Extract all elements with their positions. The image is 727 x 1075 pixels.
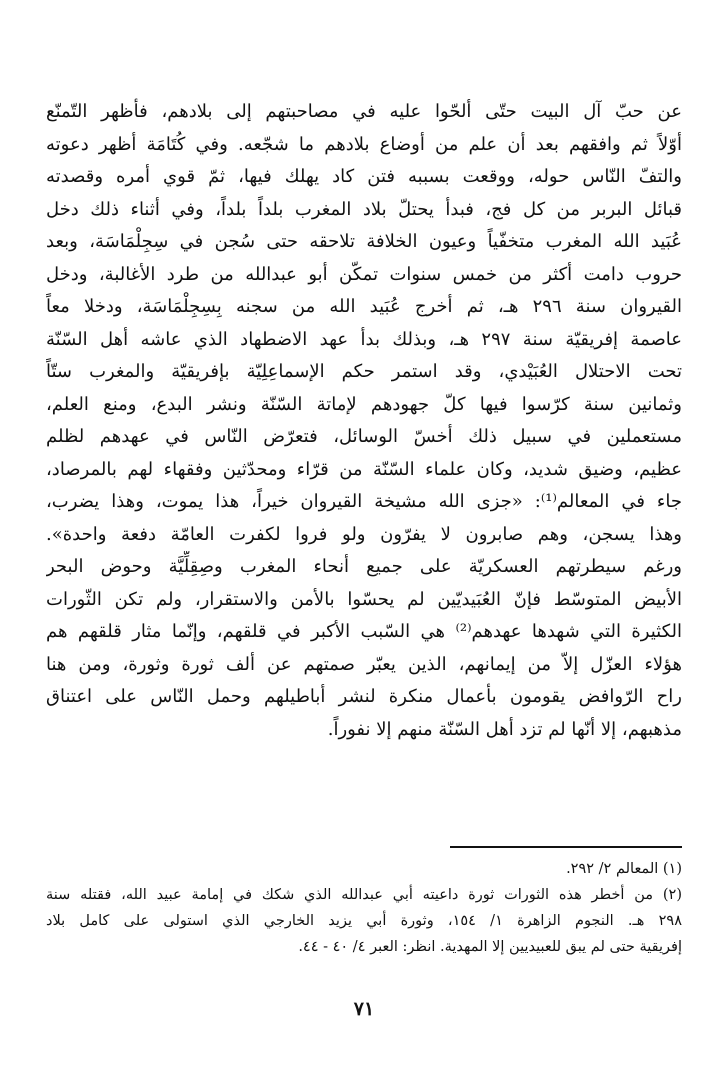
- footnotes: [46, 856, 682, 960]
- text-line-2: أوّلاً ثم وافقهم بعد أن علم من أوضاع بلادهم ما شجّعه. وفي كُتَامَة أظهر دعوته: [46, 133, 682, 155]
- text-line-5: عُبَيد الله المغرب متخفّياً وعيون الخلافة تلاحقه حتى سُجن في سِجِلْمَاسَة، وبعد: [46, 231, 682, 252]
- text-line-6: حروب دامت أكثر من خمس سنوات تمكّن أبو عبدالله من طرد الأغالبة، ودخل: [46, 263, 682, 285]
- text-line-3: والتفّ النّاس حوله، ووقعت بسببه فتن كاد يهلك فيها، ثمّ قوي أمره وقصدته: [46, 166, 682, 187]
- page-number: ٧١: [353, 998, 375, 1020]
- text-line-15: ورغم سيطرتهم العسكريّة على جميع أنحاء المغرب وصِقِلِّيَّة وحوض البحر: [46, 556, 682, 577]
- footnote-2-line-1: (٢) من أخطر هذه الثورات ثورة داعيته أبي عبدالله الذي شكك في إمامة عبيد الله، فقتله سنة: [46, 887, 682, 903]
- text-line-19: راح الرّوافض يقومون بأعمال منكرة لنشر أباطيلهم وحمل النّاس على اعتناق: [46, 686, 682, 707]
- text-line-16: الأبيض المتوسّط فإنّ العُبَيديّين لم يحسّوا بالأمن والاستقرار، ولم تكن الثّورات: [46, 588, 682, 610]
- text-line-7: القيروان سنة ٢٩٦ هـ، ثم أخرج عُبَيد الله من سجنه بِسِجِلْمَاسَة، ودخلا معاً: [46, 296, 682, 317]
- footnote-2-line-3: إفريقية حتى لم يبق للعبيديين إلا المهدية. انظر: العبر ٤/ ٤٠ - ٤٤.: [298, 939, 682, 955]
- footnote-1: (١) المعالم ٢/ ٢٩٢.: [566, 861, 682, 877]
- footnote-2-line-2: ٢٩٨ هـ. النجوم الزاهرة ١/ ١٥٤، وثورة أبي يزيد الخارجي الذي استولى على كامل بلاد: [46, 913, 682, 929]
- text-line-13: جاء في المعالم⁽¹⁾: «جزى الله مشيخة القيروان خيراً، هذا يموت، وهذا يضرب،: [46, 491, 682, 512]
- text-line-14: وهذا يسجن، وهم صابرون لا يفرّون ولو فروا لكفرت العامّة دفعة واحدة».: [46, 523, 682, 545]
- text-line-8: عاصمة إفريقيّة سنة ٢٩٧ هـ، وبذلك بدأ عهد الاضطهاد الذي عاشه أهل السّنّة: [46, 328, 682, 350]
- text-line-12: عظيم، وضيق شديد، وكان علماء السّنّة من قرّاء ومحدّثين وفقهاء لهم بالمرصاد،: [46, 458, 682, 480]
- text-line-4: قبائل البربر من كل فج، فبدأ يحتلّ بلاد المغرب بلداً بلداً، وفي أثناء ذلك دخل: [46, 198, 682, 220]
- text-line-18: هؤلاء العزّل إلاّ من إيمانهم، الذين يعبّر صمتهم عن ألف ثورة وثورة، ومن هنا: [46, 653, 682, 675]
- text-line-9: تحت الاحتلال العُبَيْدي، وقد استمر حكم الإسماعِلِيّة بإفريقيّة والمغرب ستّاً: [46, 361, 682, 382]
- text-line-1: عن حبّ آل البيت حتّى ألحّوا عليه في مصاحبتهم إلى بلادهم، فأظهر التّمنّع: [46, 101, 682, 122]
- text-line-17: الكثيرة التي شهدها عهدهم⁽²⁾ هي السّبب الأكبر في قلقهم، وإنّما مثار قلقهم هم: [46, 621, 682, 642]
- text-line-10: وثمانين سنة كرّسوا فيها كلّ جهودهم لإماتة السّنّة ونشر البدع، ومنع العلم،: [46, 393, 682, 415]
- text-line-20: مذهبهم، إلا أنّها لم تزد أهل السّنّة منهم إلا نفوراً.: [327, 718, 682, 740]
- text-line-11: مستعملين في سبيل ذلك أخسّ الوسائل، فتعرّض النّاس في عهدهم لظلم: [46, 426, 682, 447]
- footnote-separator: [450, 846, 682, 848]
- book-page: [46, 96, 682, 1056]
- main-text: [46, 96, 682, 746]
